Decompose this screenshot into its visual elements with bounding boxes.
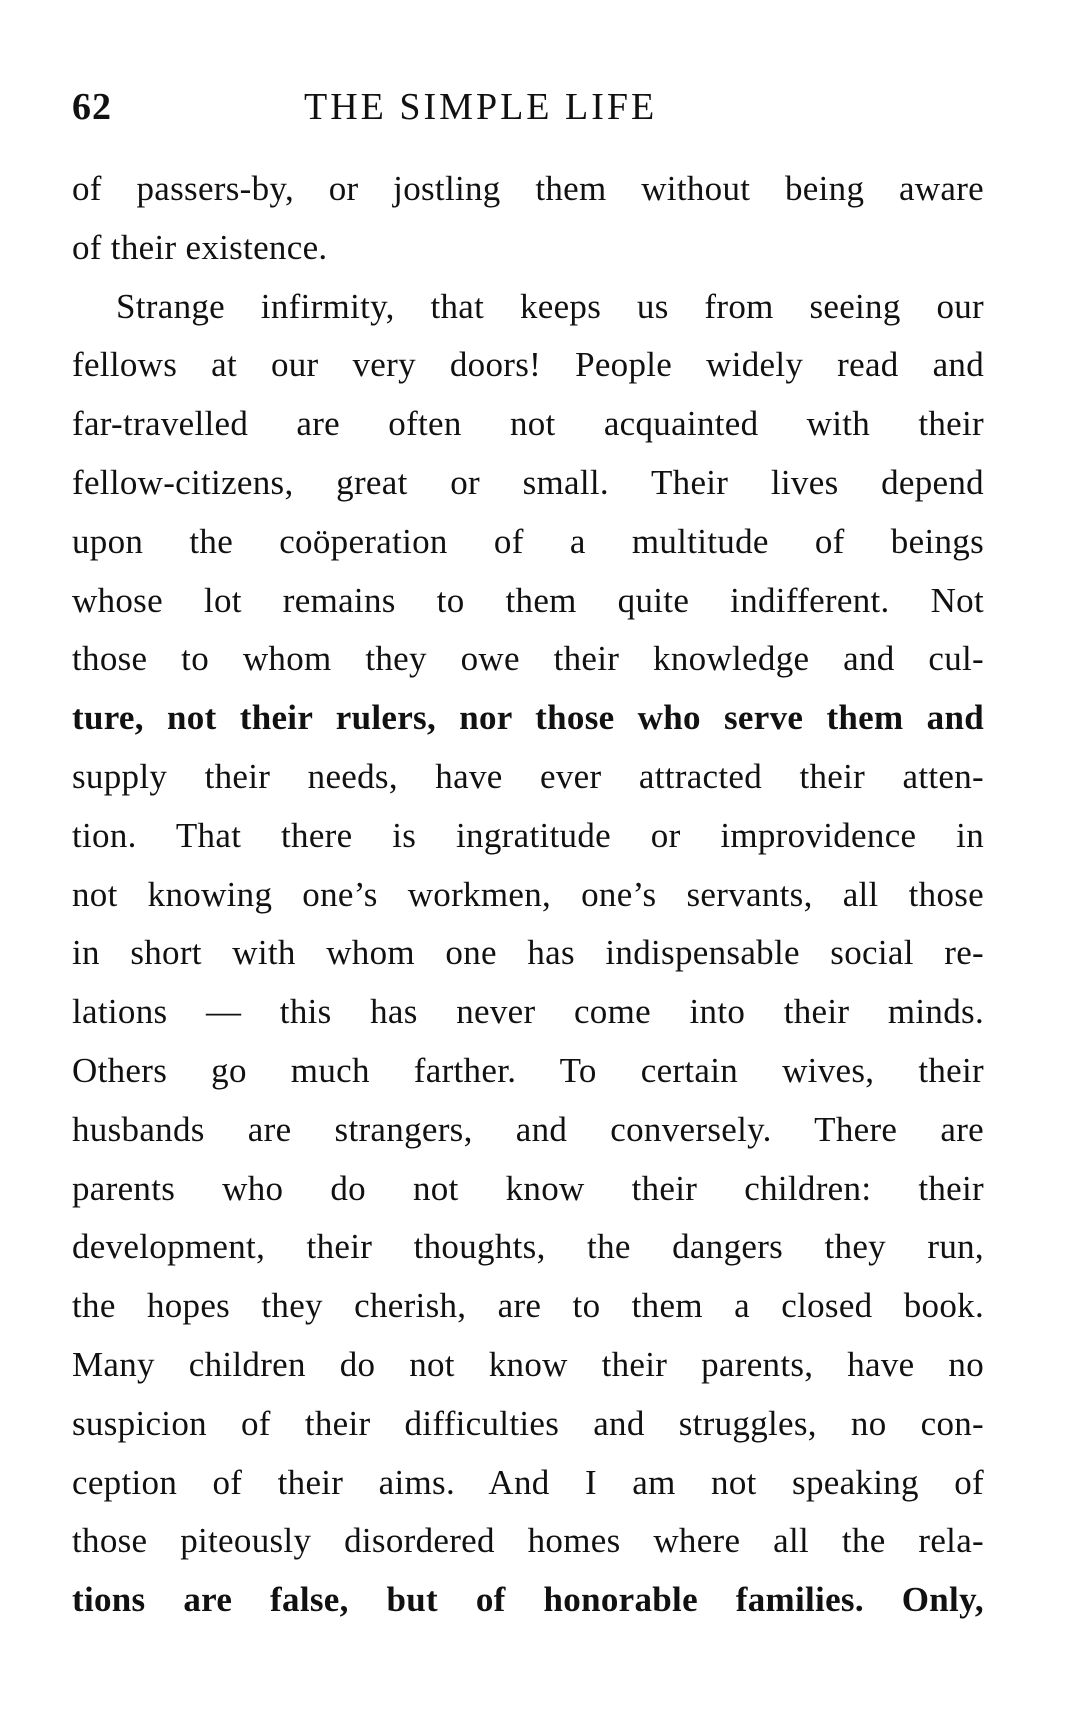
text-line: Strange infirmity, that keeps us from seeing our: [116, 286, 984, 326]
text-line: in short with whom one has indispensable social re-: [72, 933, 984, 973]
running-head: [72, 85, 992, 135]
text-line: of passers-by, or jostling them without being aware: [72, 169, 984, 208]
text-line: far-travelled are often not acquainted with their: [72, 404, 984, 444]
text-line: fellows at our very doors! People widely read and: [72, 345, 984, 385]
text-line: upon the coöperation of a multitude of beings: [72, 521, 984, 561]
text-line: not knowing one’s workmen, one’s servants, all those: [72, 874, 984, 914]
body-text: [72, 160, 984, 1630]
running-title: THE SIMPLE LIFE: [304, 86, 658, 128]
text-line: tions are false, but of honorable families. Only,: [72, 1580, 984, 1620]
page-number: 62: [72, 86, 112, 128]
text-line: suspicion of their difficulties and struggles, no con-: [72, 1403, 984, 1443]
text-line: the hopes they cherish, are to them a closed book.: [72, 1286, 984, 1326]
text-line: tion. That there is ingratitude or improvidence in: [72, 815, 984, 855]
text-line: ture, not their rulers, nor those who serve them and: [72, 698, 984, 738]
text-line: whose lot remains to them quite indifferent. Not: [72, 580, 984, 620]
text-line: husbands are strangers, and conversely. There are: [72, 1109, 984, 1149]
text-line: parents who do not know their children: their: [72, 1168, 984, 1208]
text-line: of their existence.: [72, 227, 328, 267]
text-line: development, their thoughts, the dangers they run,: [72, 1227, 984, 1267]
text-line: those piteously disordered homes where all the rela-: [72, 1521, 984, 1561]
text-line: Many children do not know their parents, have no: [72, 1344, 984, 1384]
text-line: lations — this has never come into their minds.: [72, 992, 984, 1032]
text-line: Others go much farther. To certain wives, their: [72, 1050, 984, 1090]
text-line: fellow-citizens, great or small. Their lives depend: [72, 462, 984, 502]
text-line: those to whom they owe their knowledge and cul-: [72, 639, 984, 679]
text-line: ception of their aims. And I am not speaking of: [72, 1462, 984, 1502]
text-line: supply their needs, have ever attracted their atten-: [72, 756, 984, 796]
